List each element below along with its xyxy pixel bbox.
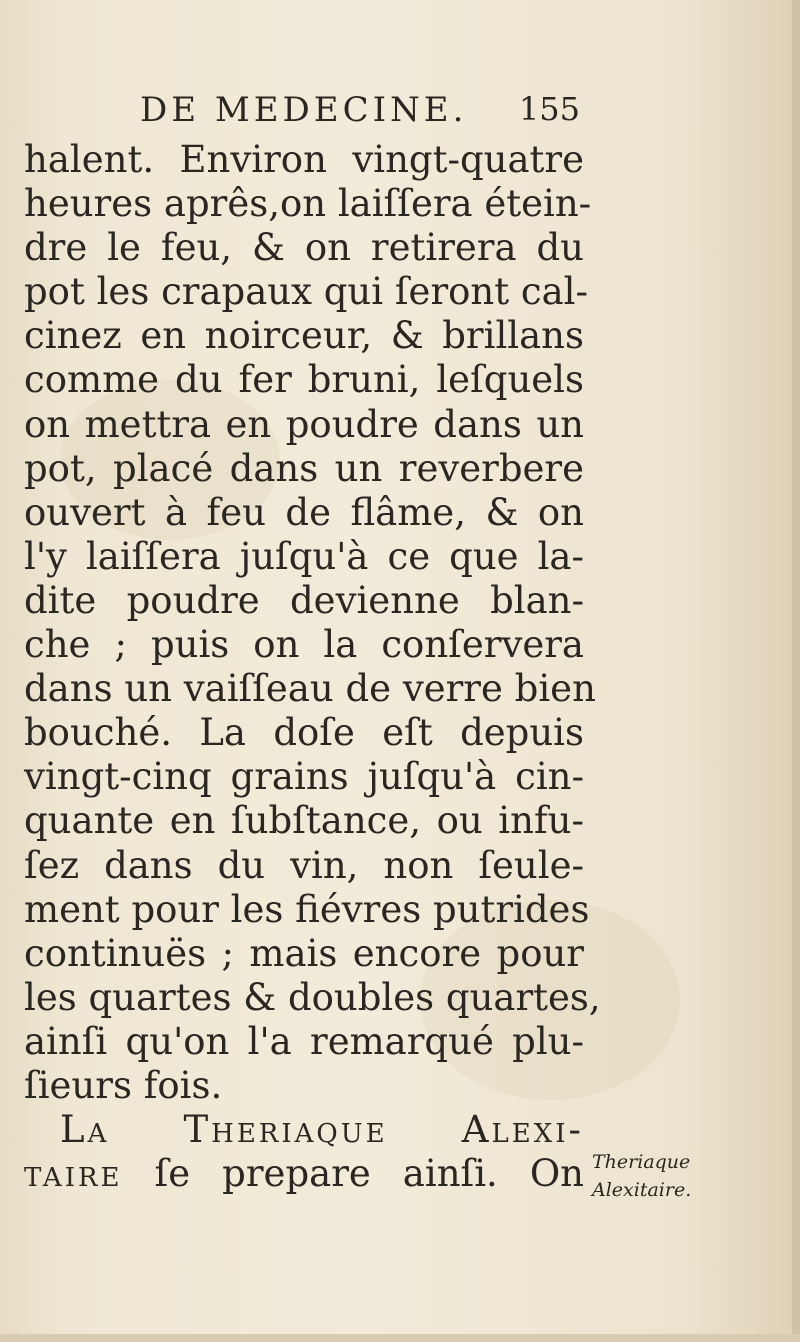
margin-note-line: Alexitaire.	[592, 1179, 692, 1201]
running-head: DE MEDECINE.	[140, 90, 468, 130]
text-line: ment pour les fiévres putrides	[24, 887, 590, 931]
text-line: l'y laiſſera juſqu'à ce que la-	[24, 534, 584, 578]
text-line: bouché. La doſe eſt depuis	[24, 711, 584, 755]
text-line: comme du fer bruni, leſquels	[24, 358, 584, 402]
body-text	[24, 138, 601, 1196]
text-line: pot les crapaux qui ſeront cal-	[24, 270, 588, 314]
text-line: halent. Environ vingt-quatre	[24, 138, 584, 181]
margin-note	[592, 1148, 742, 1204]
page-header	[140, 90, 580, 140]
text-line: on mettra en poudre dans un	[24, 402, 584, 446]
text-line: ouvert à feu de flâme, & on	[24, 490, 584, 534]
page-edge-shadow	[792, 0, 800, 1342]
text-line: cinez en noirceur, & brillans	[24, 314, 584, 358]
text-line: ſieurs fois.	[24, 1063, 223, 1107]
text-line: vingt-cinq grains juſqu'à cin-	[24, 755, 584, 799]
text-line: les quartes & doubles quartes,	[24, 975, 601, 1019]
text-line: heures aprês,on laiſſera étein-	[24, 182, 592, 226]
text-line: quante en ſubſtance, ou infu-	[24, 799, 584, 843]
text-line: ainſi qu'on l'a remarqué plu-	[24, 1019, 584, 1063]
page-bottom-edge	[0, 1334, 800, 1342]
text-line: che ; puis on la conſervera	[24, 623, 584, 667]
text-line: dre le feu, & on retirera du	[24, 226, 584, 270]
text-line: continuës ; mais encore pour	[24, 931, 584, 975]
page-number: 155	[518, 90, 580, 128]
text-line: dans un vaiſſeau de verre bien	[24, 667, 596, 711]
text-line	[24, 1152, 584, 1196]
text-line: ſez dans du vin, non ſeule-	[24, 843, 584, 887]
section-title-part1: La Theriaque Alexi-	[60, 1108, 584, 1152]
margin-note-line: Theriaque	[592, 1151, 691, 1173]
paragraph-start-line	[24, 1108, 584, 1152]
text-line: pot, placé dans un reverbere	[24, 446, 584, 490]
text-line: dite poudre devienne blan-	[24, 578, 584, 622]
text-fragment: ſe prepare ainſi. On	[122, 1152, 584, 1196]
section-title-part2: taire	[24, 1152, 123, 1196]
